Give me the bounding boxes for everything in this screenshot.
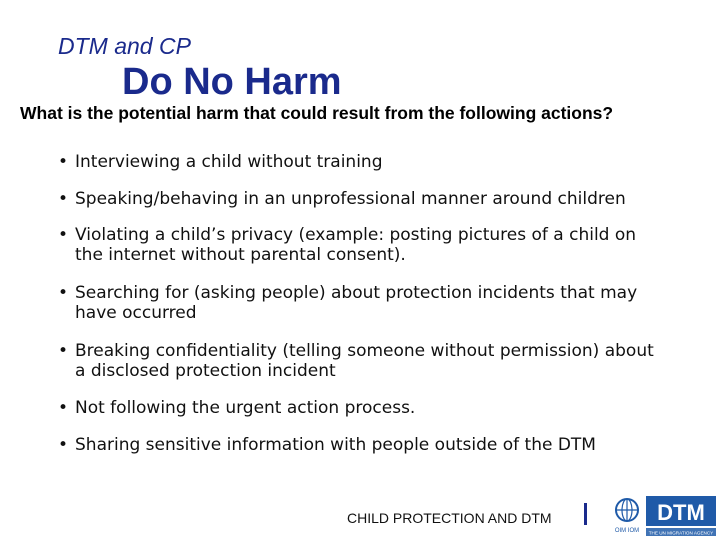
logo-dtm-text: DTM <box>657 500 705 525</box>
footer-label: CHILD PROTECTION AND DTM <box>347 510 552 526</box>
iom-dtm-logo <box>610 494 718 538</box>
footer-divider <box>584 503 587 525</box>
logo-org-text: OIM IOM <box>614 528 640 534</box>
bullet-list <box>58 152 658 455</box>
logo-tagline-text: THE UN MIGRATION AGENCY <box>648 530 714 536</box>
question-text: What is the potential harm that could result from the following actions? <box>20 103 614 123</box>
bullet-item: • Not following the urgent action process. <box>58 398 658 418</box>
bullet-item: • Interviewing a child without training <box>58 152 658 172</box>
bullet-item: • Speaking/behaving in an unprofessional manner around children <box>58 189 658 209</box>
bullet-item: • Searching for (asking people) about protection incidents that may have occurred <box>58 283 658 323</box>
iom-emblem-icon <box>616 499 638 521</box>
slide-title: Do No Harm <box>122 61 342 103</box>
bullet-item: • Sharing sensitive information with people outside of the DTM <box>58 435 658 455</box>
bullet-item: • Violating a child’s privacy (example: posting pictures of a child on the internet without parental consent). <box>58 225 658 265</box>
slide-subtitle: DTM and CP <box>58 33 191 59</box>
bullet-item: • Breaking confidentiality (telling someone without permission) about a disclosed protection incident <box>58 341 658 381</box>
